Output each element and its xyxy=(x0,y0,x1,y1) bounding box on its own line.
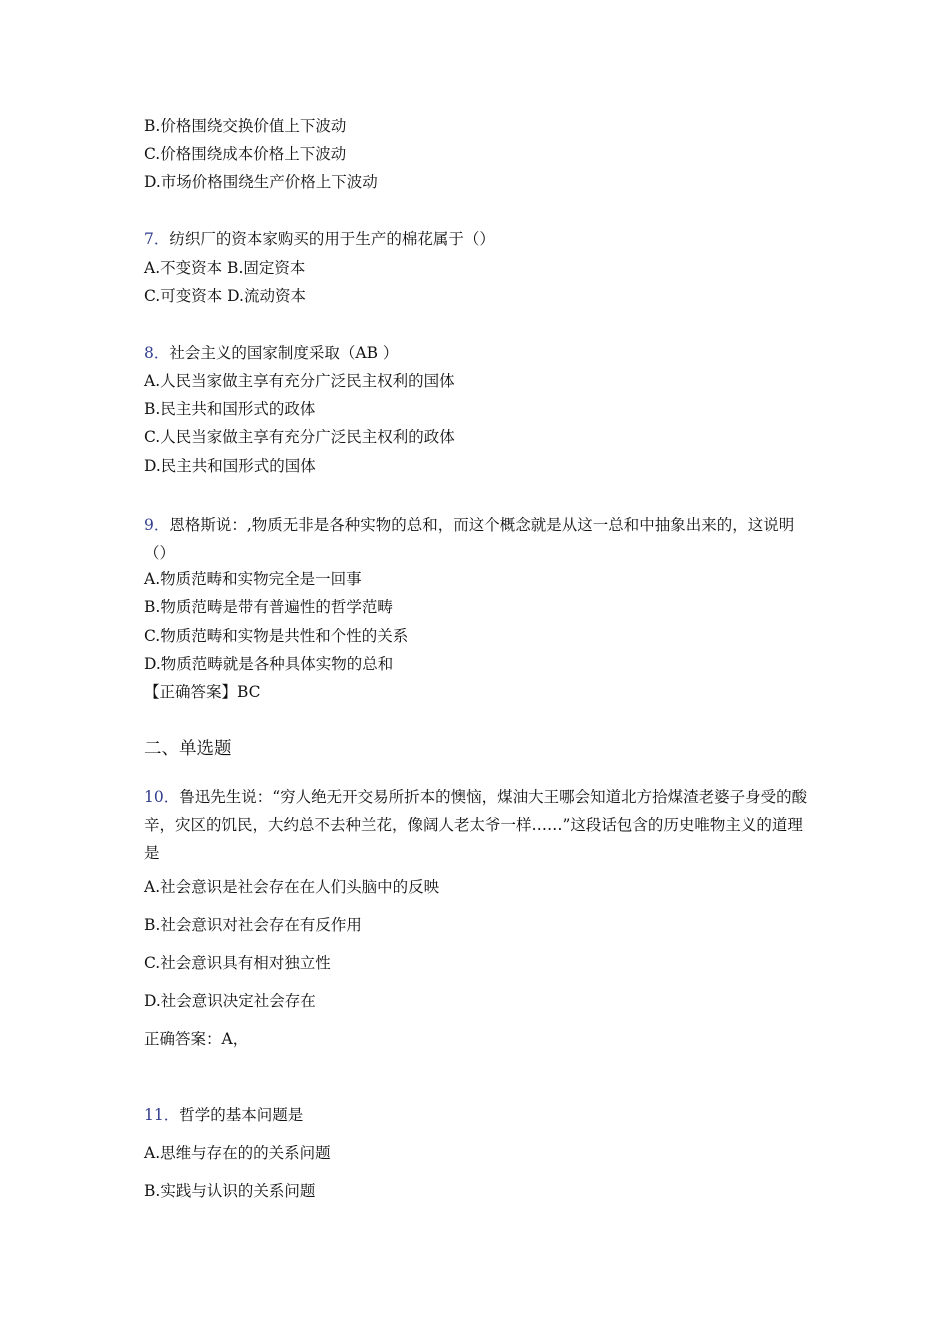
q8-number: 8． xyxy=(144,344,170,362)
q9-number: 9． xyxy=(144,516,170,534)
q10-option-d: D.社会意识决定社会存在 xyxy=(144,992,316,1010)
q11-stem: 哲学的基本问题是 xyxy=(179,1106,304,1124)
q10-answer: 正确答案：A， xyxy=(144,1030,249,1048)
q9-option-d: D.物质范畴就是各种具体实物的总和 xyxy=(144,655,394,673)
q9-stem: 恩格斯说：,物质无非是各种实物的总和，而这个概念就是从这一总和中抽象出来的，这说明（） xyxy=(144,516,795,562)
q8-stem-line xyxy=(144,343,398,363)
q11-option-b: B.实践与认识的关系问题 xyxy=(144,1182,316,1200)
q7-stem-line xyxy=(144,229,495,249)
q9-answer: 【正确答案】BC xyxy=(144,683,261,701)
q10-option-c: C.社会意识具有相对独立性 xyxy=(144,954,331,972)
q7-options-cd: C.可变资本 D.流动资本 xyxy=(144,287,306,305)
q11-stem-line xyxy=(144,1105,303,1125)
q9-option-b: B.物质范畴是带有普遍性的哲学范畴 xyxy=(144,598,393,616)
q9-stem-block xyxy=(144,511,809,567)
q10-stem-block xyxy=(144,783,809,867)
q9-option-c: C.物质范畴和实物是共性和个性的关系 xyxy=(144,627,409,645)
q8-option-b: B.民主共和国形式的政体 xyxy=(144,400,316,418)
q8-stem: 社会主义的国家制度采取（AB ） xyxy=(169,344,399,362)
q7-stem: 纺织厂的资本家购买的用于生产的棉花属于（） xyxy=(169,230,495,248)
q10-option-a: A.社会意识是社会存在在人们头脑中的反映 xyxy=(144,878,440,896)
q10-stem: 鲁迅先生说：“穷人绝无开交易所折本的懊恼，煤油大王哪会知道北方拾煤渣老婆子身受的酸辛，灾区的饥民，大约总不去种兰花，像阔人老太爷一样……”这段话包含的历史唯物主义的道理是 xyxy=(144,788,808,862)
q10-number: 10． xyxy=(144,788,180,806)
q9-option-a: A.物质范畴和实物完全是一回事 xyxy=(144,570,362,588)
q11-option-a: A.思维与存在的的关系问题 xyxy=(144,1144,331,1162)
q6-option-c: C.价格围绕成本价格上下波动 xyxy=(144,145,347,163)
q8-option-a: A.人民当家做主享有充分广泛民主权利的国体 xyxy=(144,372,455,390)
q8-option-c: C.人民当家做主享有充分广泛民主权利的政体 xyxy=(144,428,455,446)
q11-number: 11． xyxy=(144,1106,180,1124)
q7-number: 7． xyxy=(144,230,170,248)
section-heading: 二、单选题 xyxy=(144,739,232,759)
q6-option-d: D.市场价格围绕生产价格上下波动 xyxy=(144,173,378,191)
q7-options-ab: A.不变资本 B.固定资本 xyxy=(144,259,306,277)
q10-option-b: B.社会意识对社会存在有反作用 xyxy=(144,916,362,934)
q6-option-b: B.价格围绕交换价值上下波动 xyxy=(144,117,347,135)
q8-option-d: D.民主共和国形式的国体 xyxy=(144,457,316,475)
